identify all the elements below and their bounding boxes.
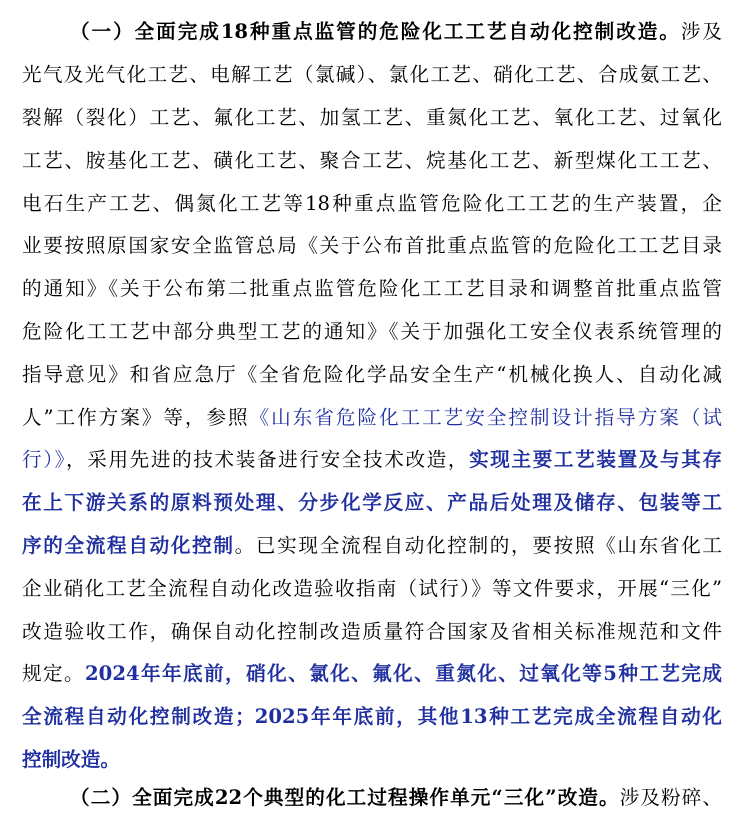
text-line: [22, 569, 722, 609]
text-run: 企业硝化工艺全流程自动化改造验收指南（试行）》等文件要求，开展“三化”: [22, 577, 722, 600]
text-run: 裂解（裂化）工艺、氟化工艺、加氢工艺、重氮化工艺、氧化工艺、过氧化: [22, 106, 722, 129]
text-run-b: （一）全面完成18种重点监管的危险化工工艺自动化控制改造。: [70, 20, 681, 43]
text-line: [70, 778, 722, 818]
text-line: [22, 697, 722, 737]
text-run-blue-b: 2024年年底前，硝化、氯化、氟化、重氮化、过氧化等5种工艺完成: [85, 662, 723, 685]
text-run: 的通知》《关于公布第二批重点监管危险化工工艺目录和调整首批重点监管: [22, 277, 722, 300]
text-line: [22, 141, 722, 181]
text-line: [22, 184, 722, 224]
text-run: 涉及: [680, 20, 722, 43]
text-line: [22, 440, 722, 480]
text-run: 业要按照原国家安全监管总局《关于公布首批重点监管的危险化工工艺目录: [22, 234, 722, 257]
text-run: 危险化工工艺中部分典型工艺的通知》《关于加强化工安全仪表系统管理的: [22, 320, 722, 343]
text-run: 。已实现全流程自动化控制的，要按照《山东省化工: [234, 534, 723, 557]
text-run-blue: 《山东省危险化工工艺安全控制设计指导方案（试: [249, 406, 722, 429]
text-line: [22, 355, 722, 395]
text-line: [22, 398, 722, 438]
text-run: 规定。: [22, 662, 86, 685]
text-line: [22, 612, 722, 652]
text-line: [70, 12, 722, 52]
text-line: [22, 654, 722, 694]
text-run: 人”工作方案》等，参照: [22, 406, 250, 429]
text-run-blue-b: 在上下游关系的原料预处理、分步化学反应、产品后处理及储存、包装等工: [22, 491, 722, 514]
text-line: [22, 55, 722, 95]
text-run: 指导意见》和省应急厅《全省危险化学品安全生产“机械化换人、自动化减: [22, 363, 722, 386]
text-line: [22, 526, 722, 566]
text-run: ，采用先进的技术装备进行安全技术改造，: [66, 448, 470, 471]
text-run: 电石生产工艺、偶氮化工艺等18种重点监管危险化工工艺的生产装置，企: [22, 192, 722, 215]
text-run: 光气及光气化工艺、电解工艺（氯碱）、氯化工艺、硝化工艺、合成氨工艺、: [22, 63, 722, 86]
text-line: [22, 226, 722, 266]
text-run-b: （二）全面完成22个典型的化工过程操作单元“三化”改造。: [70, 786, 620, 809]
text-run-blue-b: 序的全流程自动化控制: [22, 534, 235, 557]
text-run-blue-b: 控制改造。: [22, 748, 120, 771]
text-run: 改造验收工作，确保自动化控制改造质量符合国家及省相关标准规范和文件: [22, 620, 722, 643]
text-line: [22, 269, 722, 309]
text-line: [22, 740, 722, 780]
text-line: [22, 98, 722, 138]
text-line: [22, 312, 722, 352]
text-run-blue-b: 实现主要工艺装置及与其存: [469, 448, 723, 471]
text-run: 涉及粉碎、: [619, 786, 723, 809]
text-run-blue: 行）》: [22, 448, 67, 471]
text-run-blue-b: 全流程自动化控制改造；2025年年底前，其他13种工艺完成全流程自动化: [22, 705, 722, 728]
text-line: [22, 483, 722, 523]
text-run: 工艺、胺基化工艺、磺化工艺、聚合工艺、烷基化工艺、新型煤化工工艺、: [22, 149, 722, 172]
